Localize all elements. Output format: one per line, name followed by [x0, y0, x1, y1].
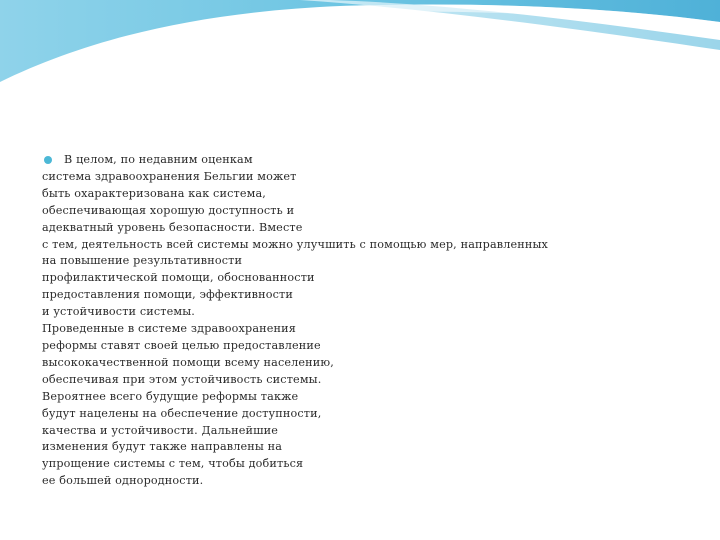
text-line: обеспечивая при этом устойчивость системы. — [42, 372, 322, 386]
header-wave-decoration — [0, 0, 720, 110]
text-line: будут нацелены на обеспечение доступности, — [42, 406, 322, 420]
text-line: предоставления помощи, эффективности — [42, 288, 293, 302]
text-line: Проведенные в системе здравоохранения — [42, 322, 296, 336]
text-line: реформы ставят своей целью предоставление — [42, 338, 321, 352]
text-line — [42, 152, 602, 169]
text-line: обеспечивающая хорошую доступность и — [42, 203, 295, 217]
text-line: ее большей однородности. — [42, 474, 204, 488]
text-line: изменения будут также направлены на — [42, 440, 283, 454]
text-line: и устойчивости системы. — [42, 305, 196, 319]
text-line: быть охарактеризована как система, — [42, 186, 266, 200]
text-line: система здравоохранения Бельгии может — [42, 169, 297, 183]
text-line: упрощение системы с тем, чтобы добиться — [42, 457, 304, 471]
text-line: качества и устойчивости. Дальнейшие — [42, 423, 279, 437]
text-line: адекватный уровень безопасности. Вместе — [42, 220, 303, 234]
circle-bullet-icon — [44, 156, 52, 164]
text-line: высококачественной помощи всему населению, — [42, 355, 334, 369]
text-line: на повышение результативности — [42, 254, 243, 268]
slide-body-text — [42, 152, 602, 490]
text-line: с тем, деятельность всей системы можно улучшить с помощью мер, направленных — [42, 237, 548, 251]
text-line: Вероятнее всего будущие реформы также — [42, 389, 299, 403]
text-line: профилактической помощи, обоснованности — [42, 271, 315, 285]
text-line-content: В целом, по недавним оценкам — [64, 153, 253, 166]
